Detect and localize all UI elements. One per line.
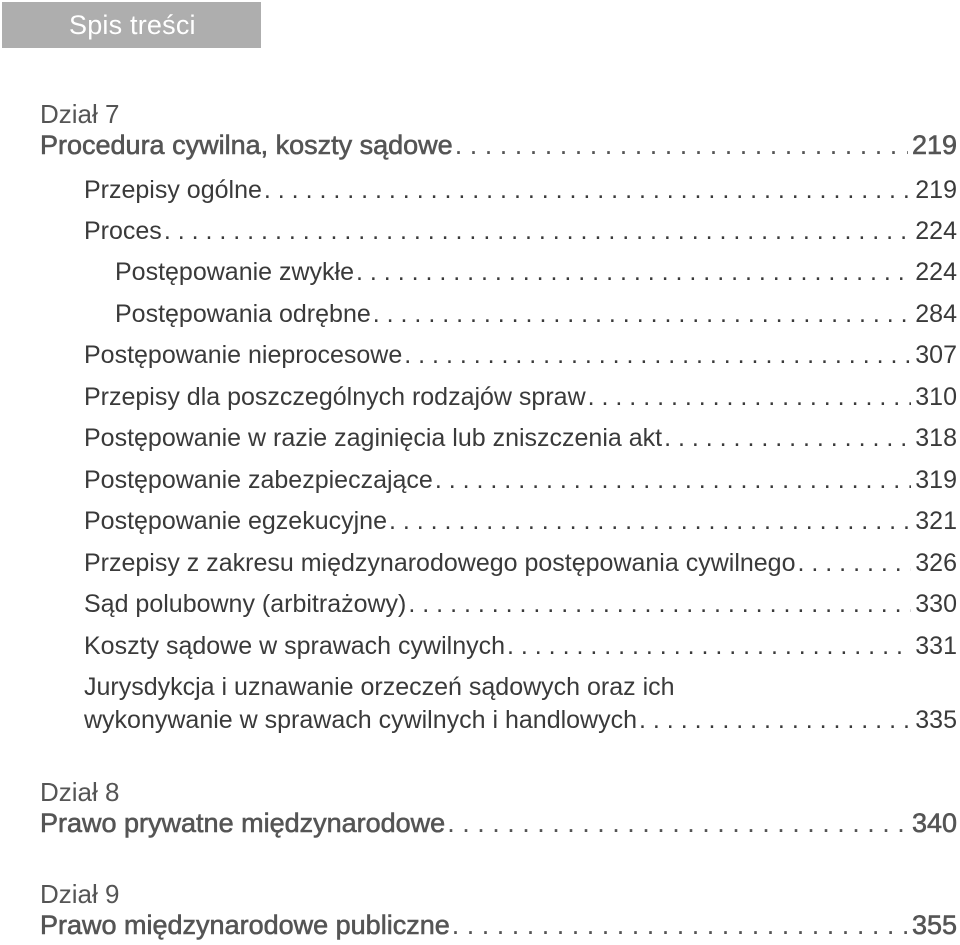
toc-page-number: 224 — [915, 258, 957, 286]
toc-page-number: 340 — [911, 808, 957, 838]
toc-page-number: 310 — [915, 383, 957, 411]
toc-entry-title: Postępowanie egzekucyjne — [84, 507, 387, 535]
toc-chapter-8[interactable] — [40, 808, 957, 839]
dot-leader — [455, 130, 908, 161]
toc-entry[interactable] — [84, 706, 957, 735]
toc-entry[interactable] — [84, 632, 957, 661]
toc-chapter-title: Prawo międzynarodowe publiczne — [40, 910, 450, 940]
toc-entry[interactable] — [115, 258, 957, 287]
toc-entry[interactable] — [84, 383, 957, 412]
dot-leader — [404, 341, 911, 370]
toc-entry-title: Postępowanie nieprocesowe — [84, 341, 403, 369]
dot-leader — [435, 466, 911, 495]
toc-entry[interactable] — [84, 341, 957, 370]
dot-leader — [356, 258, 911, 287]
toc-entry-title-line2: wykonywanie w sprawach cywilnych i handlowych — [84, 706, 638, 734]
toc-page-number: 284 — [915, 300, 957, 328]
dot-leader — [664, 424, 911, 453]
toc-page-number: 319 — [915, 466, 957, 494]
toc-page-number: 219 — [911, 130, 957, 160]
toc-entry[interactable] — [84, 217, 957, 246]
toc-entry-title: Przepisy ogólne — [84, 176, 262, 204]
section-label-8: Dział 8 — [40, 777, 120, 807]
toc-entry-title: Postępowanie zabezpieczające — [84, 466, 433, 494]
toc-chapter-title: Prawo prywatne międzynarodowe — [40, 808, 446, 838]
toc-entry-title-line1[interactable]: Jurysdykcja i uznawanie orzeczeń sądowych oraz ich — [84, 673, 675, 701]
dot-leader — [389, 507, 911, 536]
dot-leader — [447, 808, 908, 839]
toc-page-number: 307 — [915, 341, 957, 369]
dot-leader — [588, 383, 912, 412]
toc-header-title: Spis treści — [69, 10, 196, 40]
toc-page-number: 355 — [911, 910, 957, 940]
toc-entry-title: Koszty sądowe w sprawach cywilnych — [84, 632, 505, 660]
toc-chapter-title: Procedura cywilna, koszty sądowe — [40, 130, 453, 160]
toc-chapter-7[interactable] — [40, 130, 957, 161]
dot-leader — [452, 910, 908, 941]
toc-entry-title: Postępowanie w razie zaginięcia lub zniszczenia akt — [84, 424, 663, 452]
toc-page-number: 335 — [915, 706, 957, 734]
toc-chapter-9[interactable] — [40, 910, 957, 941]
toc-entry[interactable] — [115, 300, 957, 329]
toc-entry[interactable] — [84, 466, 957, 495]
toc-page-number: 330 — [915, 590, 957, 618]
toc-entry[interactable] — [84, 549, 957, 578]
dot-leader — [798, 549, 912, 578]
toc-entry[interactable] — [84, 424, 957, 453]
dot-leader — [408, 590, 911, 619]
toc-entry[interactable] — [84, 590, 957, 619]
toc-entry[interactable] — [84, 176, 957, 205]
toc-header-tab — [2, 2, 261, 48]
toc-page-number: 321 — [915, 507, 957, 535]
toc-entry-title: Sąd polubowny (arbitrażowy) — [84, 590, 407, 618]
dot-leader — [639, 706, 911, 735]
toc-entry-title: Przepisy dla poszczególnych rodzajów spraw — [84, 383, 586, 411]
toc-page-number: 219 — [915, 176, 957, 204]
toc-entry-title: Przepisy z zakresu międzynarodowego postępowania cywilnego — [84, 549, 796, 577]
toc-entry[interactable] — [84, 507, 957, 536]
dot-leader — [264, 176, 911, 205]
section-label-9: Dział 9 — [40, 879, 120, 909]
toc-page-number: 318 — [915, 424, 957, 452]
toc-page-number: 331 — [915, 632, 957, 660]
dot-leader — [164, 217, 911, 246]
toc-entry-title: Proces — [84, 217, 162, 245]
section-label-7: Dział 7 — [40, 99, 120, 129]
toc-entry-title: Postępowanie zwykłe — [115, 258, 355, 286]
toc-entry-title: Postępowania odrębne — [115, 300, 371, 328]
toc-page-number: 224 — [915, 217, 957, 245]
dot-leader — [507, 632, 911, 661]
toc-page-number: 326 — [915, 549, 957, 577]
dot-leader — [373, 300, 912, 329]
